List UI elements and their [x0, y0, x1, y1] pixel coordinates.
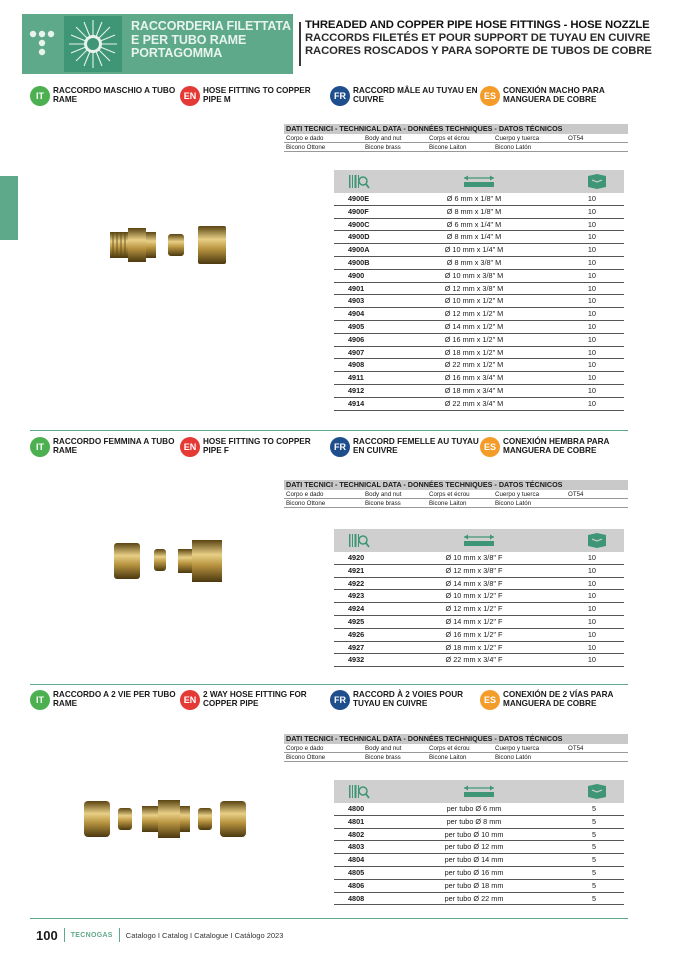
pack-quantity: 5 — [591, 893, 596, 903]
product-code: 4900 — [348, 270, 365, 280]
table-row — [334, 578, 624, 591]
pack-quantity: 10 — [587, 245, 596, 255]
label-it: RACCORDO MASCHIO A TUBO RAME — [53, 86, 176, 104]
product-table — [334, 529, 624, 667]
it-badge-icon: IT — [30, 690, 50, 710]
section-divider — [30, 918, 628, 919]
tech-row: Bicono Ottone Bicone brass Bicone Laiton Bicono Latón — [284, 499, 628, 508]
en-badge-icon: EN — [180, 86, 200, 106]
product-code: 4803 — [348, 842, 365, 852]
label-es: CONEXIÓN HEMBRA PARA MANGUERA DE COBRE — [503, 437, 610, 455]
label-it: RACCORDO FEMMINA A TUBO RAME — [53, 437, 175, 455]
label-it: RACCORDO A 2 VIE PER TUBO RAME — [53, 690, 176, 708]
product-code: 4806 — [348, 880, 365, 890]
tech-data-table: DATI TECNICI - TECHNICAL DATA - DONNÉES TECHNIQUES - DATOS TÉCNICOS Corpo e dado Body and nut Corps et écrou Cuerpo y tuerca OT54 Bicono Ottone Bicone brass Bicone Laiton Bicono Latón — [284, 124, 628, 152]
product-table-header — [334, 529, 624, 552]
product-size: per tubo Ø 14 mm — [444, 855, 504, 865]
package-icon — [586, 173, 608, 190]
pack-quantity: 10 — [587, 334, 596, 344]
product-code: 4900B — [348, 257, 370, 267]
measure-icon — [462, 173, 496, 190]
pack-quantity: 5 — [591, 816, 596, 826]
product-size: Ø 8 mm x 3/8" M — [446, 257, 502, 267]
female-fitting-photo — [110, 537, 226, 585]
tech-row: Corpo e dado Body and nut Corps et écrou Cuerpo y tuerca OT54 — [284, 134, 628, 143]
product-code: 4805 — [348, 867, 365, 877]
table-row — [334, 398, 624, 411]
product-code: 4925 — [348, 616, 365, 626]
pack-quantity: 10 — [587, 296, 596, 306]
table-row — [334, 308, 624, 321]
package-icon — [586, 783, 608, 800]
product-size: per tubo Ø 12 mm — [444, 842, 504, 852]
brand-logo — [22, 14, 125, 74]
product-size: Ø 22 mm x 3/4" M — [444, 398, 504, 408]
es-badge-icon: ES — [480, 690, 500, 710]
product-code: 4924 — [348, 604, 365, 614]
tech-data-table: DATI TECNICI - TECHNICAL DATA - DONNÉES TECHNIQUES - DATOS TÉCNICOS Corpo e dado Body and nut Corps et écrou Cuerpo y tuerca OT54 Bicono Ottone Bicone brass Bicone Laiton Bicono Latón — [284, 734, 628, 762]
product-size: Ø 22 mm x 1/2" M — [444, 360, 504, 370]
tech-row: Corpo e dado Body and nut Corps et écrou Cuerpo y tuerca OT54 — [284, 490, 628, 499]
product-table — [334, 170, 624, 411]
pack-quantity: 10 — [587, 616, 596, 626]
product-code: 4908 — [348, 360, 365, 370]
tecnogas-logo-icon — [22, 14, 125, 74]
product-code: 4907 — [348, 347, 365, 357]
product-code: 4904 — [348, 309, 365, 319]
product-size: Ø 8 mm x 1/8" M — [446, 206, 502, 216]
product-code: 4927 — [348, 642, 365, 652]
label-en: HOSE FITTING TO COPPER PIPE F — [203, 437, 311, 455]
table-row — [334, 270, 624, 283]
pack-quantity: 10 — [587, 194, 596, 203]
table-row — [334, 193, 624, 206]
product-code: 4920 — [348, 553, 365, 562]
pack-quantity: 10 — [587, 321, 596, 331]
product-code: 4800 — [348, 804, 365, 813]
pack-quantity: 10 — [587, 398, 596, 408]
label-es: CONEXIÓN DE 2 VÍAS PARA MANGUERA DE COBRE — [503, 690, 614, 708]
product-code: 4912 — [348, 385, 365, 395]
product-code: 4905 — [348, 321, 365, 331]
pack-quantity: 5 — [591, 867, 596, 877]
table-row — [334, 244, 624, 257]
product-size: Ø 10 mm x 3/8" F — [445, 553, 503, 562]
table-row — [334, 283, 624, 296]
footer-separator — [119, 928, 120, 942]
table-row — [334, 372, 624, 385]
es-badge-icon: ES — [480, 86, 500, 106]
product-size: Ø 16 mm x 1/2" M — [444, 334, 504, 344]
product-code: 4808 — [348, 893, 365, 903]
barcode-icon — [348, 532, 370, 549]
fr-badge-icon: FR — [330, 690, 350, 710]
product-size: per tubo Ø 18 mm — [444, 880, 504, 890]
measure-icon — [462, 532, 496, 549]
table-row — [334, 642, 624, 655]
header-title-fr: RACCORDS FILETÉS ET POUR SUPPORT DE TUYAU EN CUIVRE — [305, 32, 651, 44]
section-divider — [30, 430, 628, 431]
product-code: 4932 — [348, 655, 365, 665]
product-code: 4900D — [348, 232, 370, 242]
product-code: 4900A — [348, 245, 370, 255]
pack-quantity: 10 — [587, 629, 596, 639]
product-code: 4900F — [348, 206, 369, 216]
side-tab-marker — [0, 176, 18, 240]
table-row — [334, 552, 624, 565]
table-row — [334, 893, 624, 906]
pack-quantity: 10 — [587, 385, 596, 395]
package-icon — [586, 532, 608, 549]
header-title-es: RACORES ROSCADOS Y PARA SOPORTE DE TUBOS DE COBRE — [305, 45, 652, 57]
fr-badge-icon: FR — [330, 437, 350, 457]
product-code: 4901 — [348, 283, 365, 293]
product-size: per tubo Ø 10 mm — [444, 829, 504, 839]
pack-quantity: 10 — [587, 591, 596, 601]
product-code: 4914 — [348, 398, 365, 408]
product-size: per tubo Ø 22 mm — [444, 893, 504, 903]
product-code: 4804 — [348, 855, 365, 865]
page-header — [22, 14, 662, 74]
product-size: Ø 22 mm x 3/4" F — [445, 655, 503, 665]
measure-icon — [462, 783, 496, 800]
table-row — [334, 219, 624, 232]
table-row — [334, 867, 624, 880]
table-row — [334, 334, 624, 347]
it-badge-icon: IT — [30, 86, 50, 106]
table-row — [334, 206, 624, 219]
pack-quantity: 5 — [591, 880, 596, 890]
pack-quantity: 10 — [587, 373, 596, 383]
pack-quantity: 5 — [591, 804, 596, 813]
header-title-it: RACCORDERIA FILETTATA E PER TUBO RAME PORTAGOMMA — [125, 14, 293, 74]
language-labels — [30, 437, 628, 463]
two-way-fitting-photo — [80, 796, 250, 842]
product-size: Ø 12 mm x 3/8" M — [444, 283, 504, 293]
pack-quantity: 10 — [587, 283, 596, 293]
table-row — [334, 359, 624, 372]
label-fr: RACCORD À 2 VOIES POUR TUYAU EN CUIVRE — [353, 690, 464, 708]
product-code: 4922 — [348, 578, 365, 588]
product-size: Ø 8 mm x 1/4" M — [446, 232, 502, 242]
footer-catalog: Catalogo I Catalog I Catalogue I Catálogo 2023 — [125, 930, 284, 940]
table-row — [334, 880, 624, 893]
tech-row: Bicono Ottone Bicone brass Bicone Laiton Bicono Latón — [284, 143, 628, 152]
product-code: 4926 — [348, 629, 365, 639]
product-code: 4900C — [348, 219, 370, 229]
pack-quantity: 10 — [587, 565, 596, 575]
product-size: Ø 12 mm x 1/2" M — [444, 309, 504, 319]
product-table-header — [334, 780, 624, 803]
header-title-en: THREADED AND COPPER PIPE HOSE FITTINGS - HOSE NOZZLE — [305, 19, 650, 31]
table-row — [334, 816, 624, 829]
table-row — [334, 347, 624, 360]
pack-quantity: 10 — [587, 604, 596, 614]
label-es: CONEXIÓN MACHO PARA MANGUERA DE COBRE — [503, 86, 605, 104]
pack-quantity: 5 — [591, 842, 596, 852]
label-en: 2 WAY HOSE FITTING FOR COPPER PIPE — [203, 690, 307, 708]
pack-quantity: 5 — [591, 855, 596, 865]
product-size: Ø 12 mm x 1/2" F — [445, 604, 503, 614]
product-size: Ø 10 mm x 3/8" M — [444, 270, 504, 280]
product-size: per tubo Ø 16 mm — [444, 867, 504, 877]
pack-quantity: 5 — [591, 829, 596, 839]
pack-quantity: 10 — [587, 257, 596, 267]
pack-quantity: 10 — [587, 578, 596, 588]
footer-brand: TECNOGAS — [70, 931, 113, 939]
product-code: 4921 — [348, 565, 365, 575]
header-separator — [299, 22, 301, 66]
product-size: per tubo Ø 8 mm — [446, 816, 502, 826]
product-table-header — [334, 170, 624, 193]
product-size: Ø 18 mm x 1/2" F — [445, 642, 503, 652]
table-row — [334, 321, 624, 334]
pack-quantity: 10 — [587, 309, 596, 319]
it-badge-icon: IT — [30, 437, 50, 457]
product-size: Ø 6 mm x 1/4" M — [446, 219, 502, 229]
section-divider — [30, 684, 628, 685]
product-size: Ø 12 mm x 3/8" F — [445, 565, 503, 575]
product-table — [334, 780, 624, 905]
en-badge-icon: EN — [180, 690, 200, 710]
barcode-icon — [348, 173, 370, 190]
page-number: 100 — [36, 927, 58, 943]
label-en: HOSE FITTING TO COPPER PIPE M — [203, 86, 311, 104]
label-fr: RACCORD MÂLE AU TUYAU EN CUIVRE — [353, 86, 478, 104]
product-size: Ø 10 mm x 1/2" M — [444, 296, 504, 306]
table-row — [334, 385, 624, 398]
table-row — [334, 616, 624, 629]
product-size: Ø 18 mm x 1/2" M — [444, 347, 504, 357]
product-code: 4906 — [348, 334, 365, 344]
table-row — [334, 257, 624, 270]
pack-quantity: 10 — [587, 642, 596, 652]
pack-quantity: 10 — [587, 219, 596, 229]
pack-quantity: 10 — [587, 360, 596, 370]
male-fitting-photo — [106, 222, 230, 268]
barcode-icon — [348, 783, 370, 800]
table-row — [334, 854, 624, 867]
product-size: Ø 18 mm x 3/4" M — [444, 385, 504, 395]
product-code: 4911 — [348, 373, 364, 383]
tech-row: Corpo e dado Body and nut Corps et écrou Cuerpo y tuerca OT54 — [284, 744, 628, 753]
label-fr: RACCORD FEMELLE AU TUYAU EN CUIVRE — [353, 437, 479, 455]
product-code: 4903 — [348, 296, 365, 306]
header-title-multilang — [305, 14, 662, 74]
pack-quantity: 10 — [587, 232, 596, 242]
pack-quantity: 10 — [587, 553, 596, 562]
product-size: Ø 14 mm x 3/8" F — [445, 578, 503, 588]
pack-quantity: 10 — [587, 655, 596, 665]
product-size: Ø 16 mm x 1/2" F — [445, 629, 503, 639]
product-size: Ø 14 mm x 1/2" M — [444, 321, 504, 331]
page-footer — [36, 927, 283, 943]
product-code: 4802 — [348, 829, 365, 839]
product-size: Ø 10 mm x 1/4" M — [444, 245, 504, 255]
table-row — [334, 654, 624, 667]
pack-quantity: 10 — [587, 347, 596, 357]
product-size: Ø 6 mm x 1/8" M — [446, 194, 502, 203]
product-size: per tubo Ø 6 mm — [446, 804, 502, 813]
table-row — [334, 829, 624, 842]
fr-badge-icon: FR — [330, 86, 350, 106]
table-row — [334, 803, 624, 816]
en-badge-icon: EN — [180, 437, 200, 457]
product-code: 4923 — [348, 591, 365, 601]
product-code: 4900E — [348, 194, 370, 203]
pack-quantity: 10 — [587, 270, 596, 280]
table-row — [334, 231, 624, 244]
table-row — [334, 629, 624, 642]
pack-quantity: 10 — [587, 206, 596, 216]
language-labels — [30, 690, 628, 716]
es-badge-icon: ES — [480, 437, 500, 457]
tech-row: Bicono Ottone Bicone brass Bicone Laiton Bicono Latón — [284, 753, 628, 762]
product-code: 4801 — [348, 816, 365, 826]
product-size: Ø 10 mm x 1/2" F — [445, 591, 503, 601]
table-row — [334, 295, 624, 308]
product-size: Ø 16 mm x 3/4" M — [444, 373, 504, 383]
language-labels — [30, 86, 628, 112]
tech-data-table: DATI TECNICI - TECHNICAL DATA - DONNÉES TECHNIQUES - DATOS TÉCNICOS Corpo e dado Body and nut Corps et écrou Cuerpo y tuerca OT54 Bicono Ottone Bicone brass Bicone Laiton Bicono Latón — [284, 480, 628, 508]
footer-separator — [64, 928, 65, 942]
table-row — [334, 565, 624, 578]
table-row — [334, 603, 624, 616]
table-row — [334, 841, 624, 854]
product-size: Ø 14 mm x 1/2" F — [445, 616, 503, 626]
table-row — [334, 590, 624, 603]
